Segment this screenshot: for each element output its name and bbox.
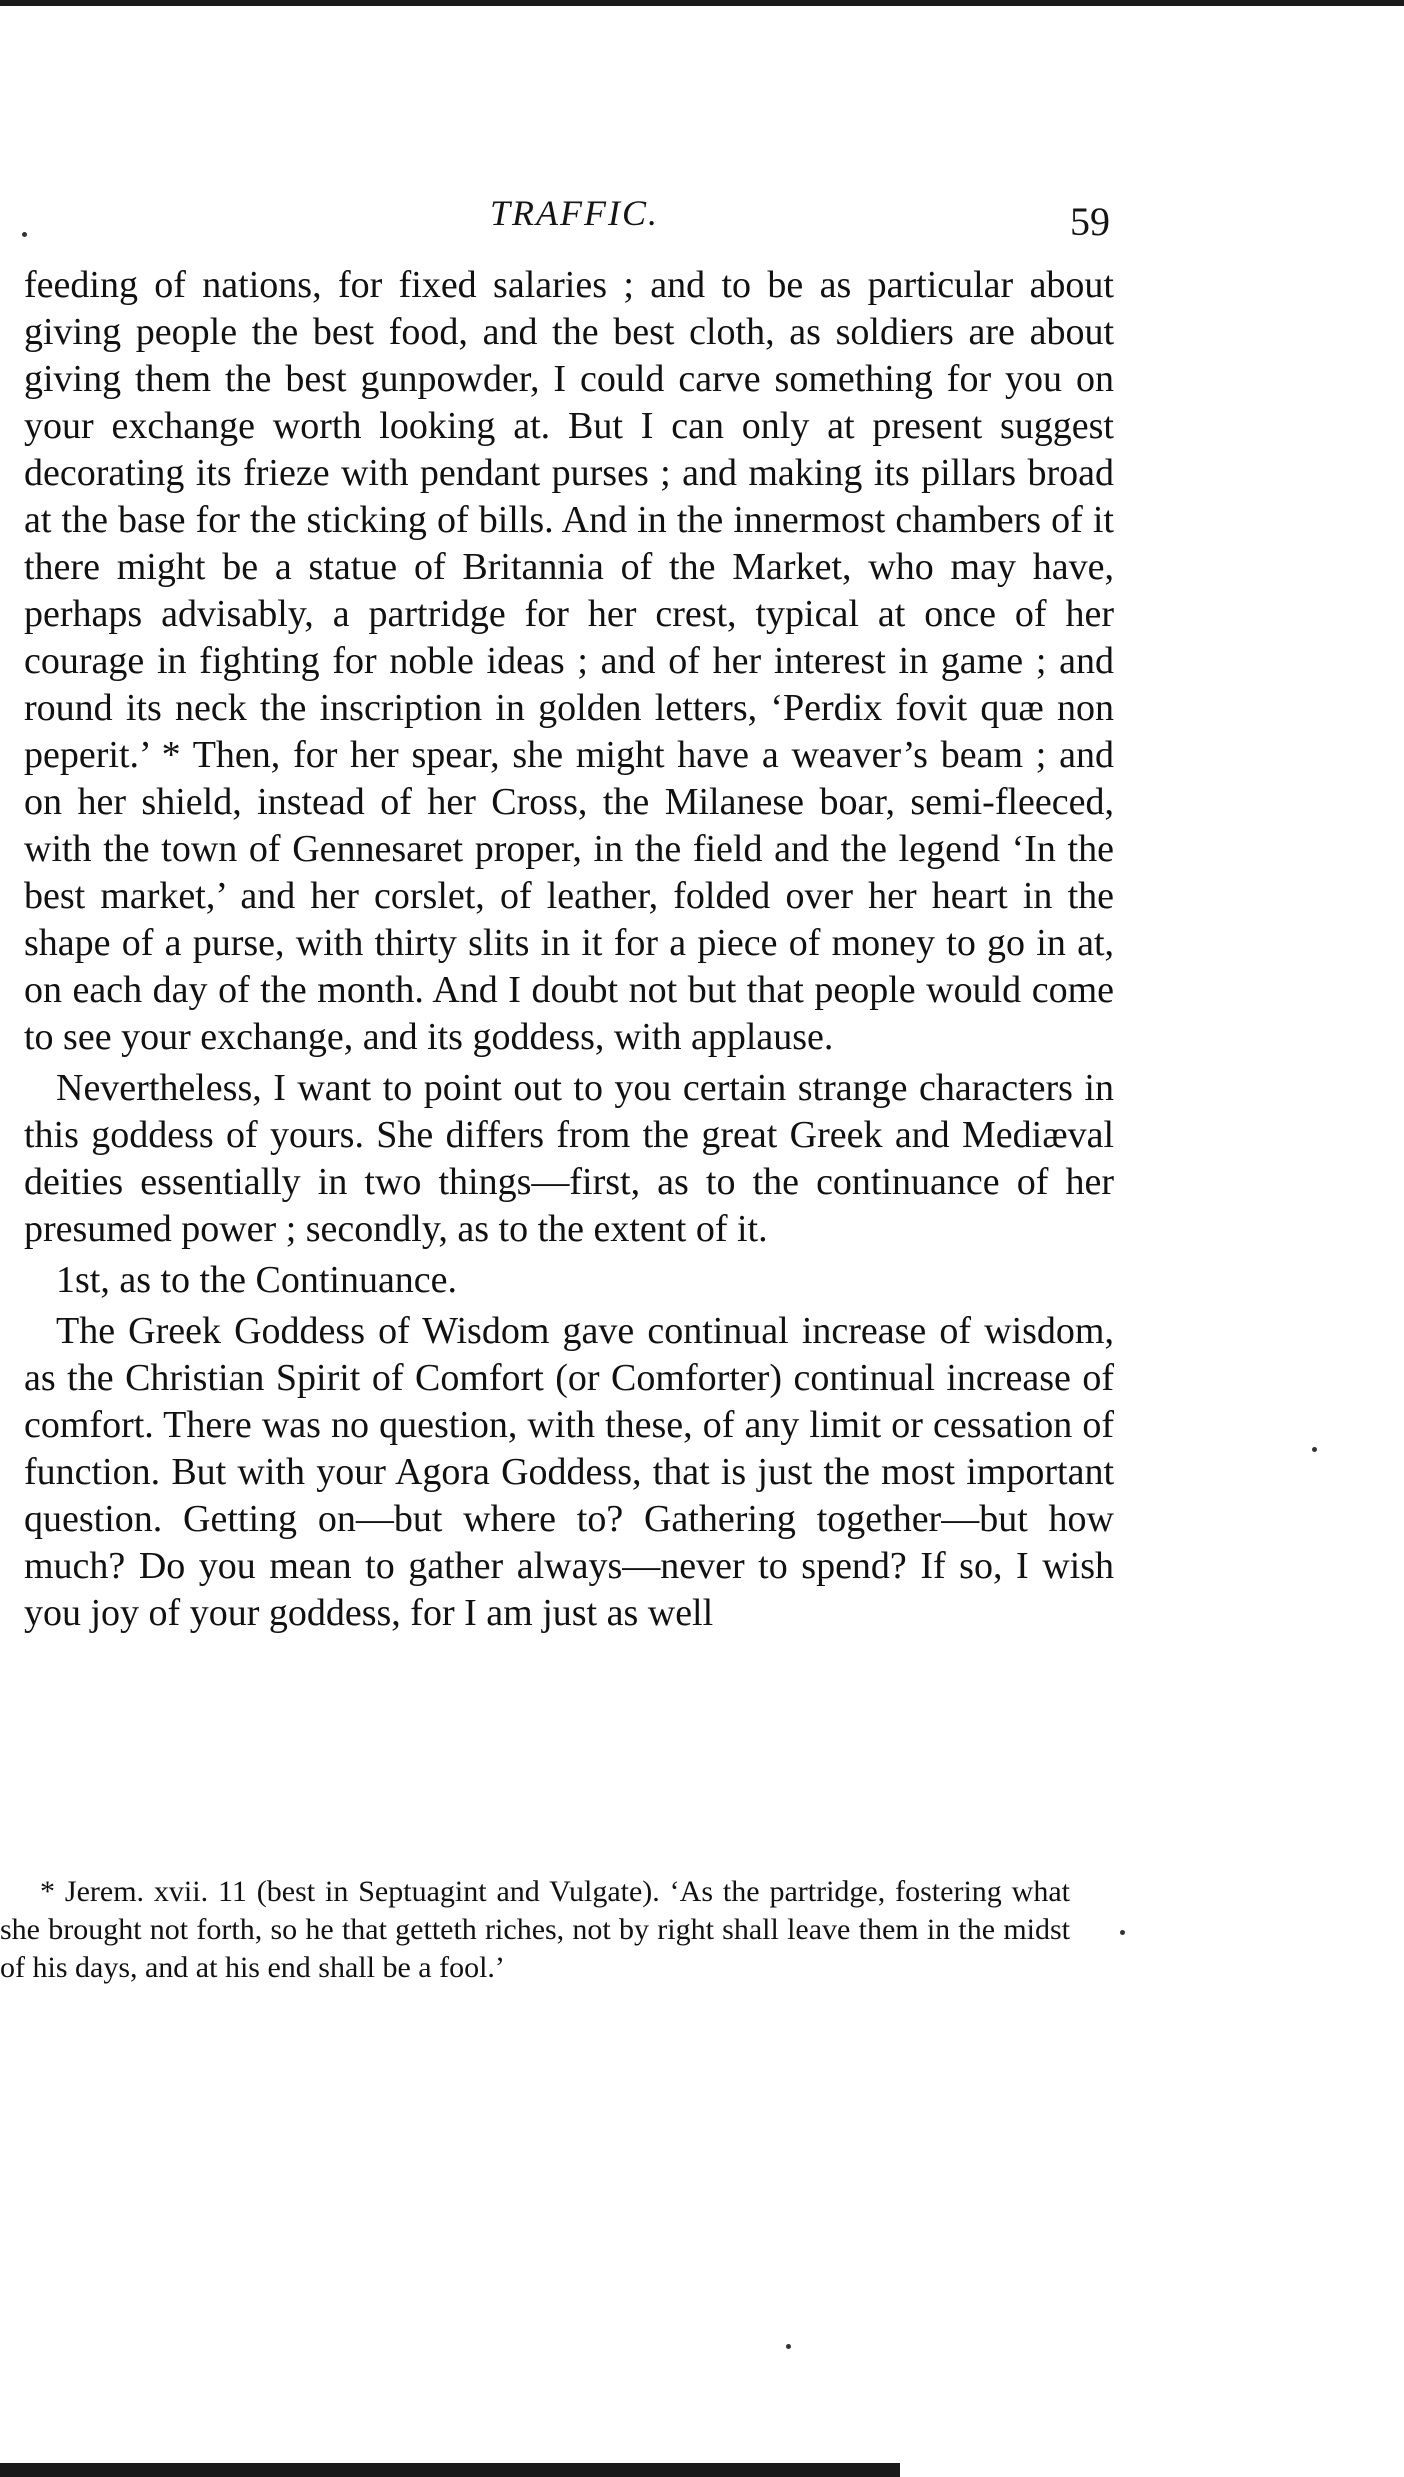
bottom-edge-rule	[0, 2463, 900, 2477]
section-heading-continuance: 1st, as to the Continuance.	[56, 1259, 458, 1301]
footnote: * Jerem. xvii. 11 (best in Septuagint and Vulgate). ‘As the partridge, fostering what she brought not forth, so he that getteth riches, not by right shall leave them in the midst of his days, and at his end shall be a fool.’	[0, 1875, 1070, 1984]
page-number: 59	[1070, 199, 1110, 244]
body-text	[24, 262, 1114, 1641]
paragraph-continuation: feeding of nations, for fixed salaries ; and to be as particular about giving people the best food, and the best cloth, as soldiers are about giving them the best gunpowder, I could carve something for you on your exchange worth looking at. But I can only at present suggest decorating its frieze with pendant purses ; and making its pillars broad at the base for the sticking of bills. And in the innermost chambers of it there might be a statue of Britannia of the Market, who may have, perhaps advisably, a partridge for her crest, typical at once of her courage in fighting for noble ideas ; and of her interest in game ; and round its neck the inscription in golden letters, ‘Perdix fovit quæ non peperit.’ * Then, for her spear, she might have a weaver’s beam ; and on her shield, instead of her Cross, the Milanese boar, semi-fleeced, with the town of Gennesaret proper, in the field and the legend ‘In the best market,’ and her corslet, of leather, folded over her heart in the shape of a purse, with thirty slits in it for a piece of money to go in at, on each day of the month. And I doubt not but that people would come to see your exchange, and its goddess, with applause.	[24, 264, 1114, 1058]
top-edge-rule	[0, 0, 1404, 6]
print-speck	[22, 232, 27, 237]
paragraph-nevertheless: Nevertheless, I want to point out to you certain strange characters in this goddess of yours. She differs from the great Greek and Mediæval deities essentially in two things—first, as to the continuance of her presumed power ; secondly, as to the extent of it.	[24, 1067, 1114, 1250]
print-speck	[1120, 1930, 1125, 1935]
print-speck	[1312, 1447, 1317, 1452]
running-title: TRAFFIC.	[490, 193, 659, 233]
print-speck	[786, 2344, 791, 2349]
paragraph-greek-goddess: The Greek Goddess of Wisdom gave continual increase of wisdom, as the Christian Spirit of Comfort (or Comforter) continual increase of comfort. There was no question, with these, of any limit or cessation of function. But with your Agora Goddess, that is just the most important question. Getting on—but where to? Gathering together—but how much? Do you mean to gather always—never to spend? If so, I wish you joy of your goddess, for I am just as well	[24, 1310, 1114, 1634]
